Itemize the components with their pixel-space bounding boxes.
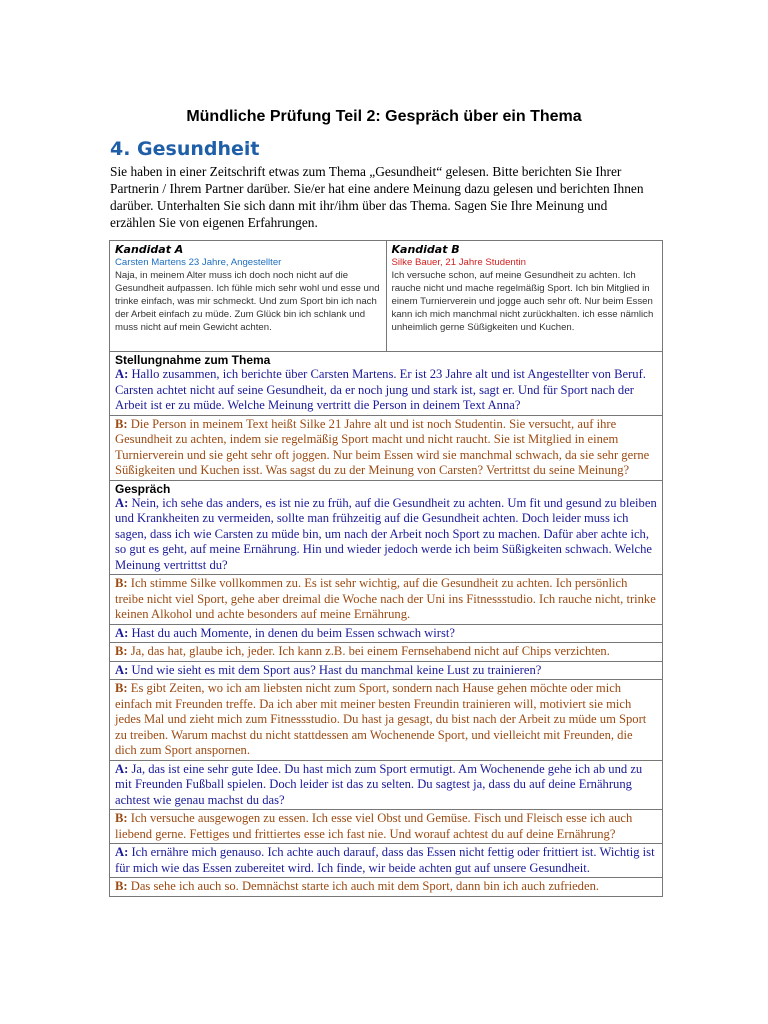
statement-row-b [110, 415, 663, 480]
dialogue-turn [110, 415, 663, 480]
turn-text: Ich stimme Silke vollkommen zu. Es ist sehr wichtig, auf die Gesundheit zu achten. Ich persönlich treibe nicht viel Sport, gehe aber dreimal die Woche nach der Uni ins Fitnessstudio. Ich rauche nicht, trinke keinen Alkohol und achte besonders auf meine Ernährung. [115, 576, 656, 621]
speaker-label: A: [115, 625, 129, 640]
speaker-label: A: [115, 845, 129, 859]
dialogue-turn [110, 661, 663, 680]
speaker-label: A: [115, 662, 129, 677]
dialogue-turn [110, 844, 663, 878]
section-heading-statement: Stellungnahme zum Thema [115, 353, 271, 367]
conversation-row [110, 878, 663, 897]
turn-text: Und wie sieht es mit dem Sport aus? Hast du manchmal keine Lust zu trainieren? [131, 662, 542, 677]
speaker-label: B: [115, 576, 128, 590]
turn-text: Ich versuche ausgewogen zu essen. Ich esse viel Obst und Gemüse. Fisch und Fleisch esse ich auch liebend gerne. Fettiges und frittiertes esse ich fast nie. Und worauf achtest du auf deine Ernährung? [115, 811, 633, 841]
turn-text: Hallo zusammen, ich berichte über Carsten Martens. Er ist 23 Jahre alt und ist Angestellter von Beruf. Carsten achtet nicht auf seine Gesundheit, da er noch jung und stark ist, sagt er. Und für Sport nach der Arbeit ist er zu müde. Welche Meinung vertritt die Person in deinem Text Anna? [115, 367, 646, 412]
turn-text: Hast du auch Momente, in denen du beim Essen schwach wirst? [131, 625, 455, 640]
turn-text: Es gibt Zeiten, wo ich am liebsten nicht zum Sport, sondern nach Hause gehen möchte oder mich einfach mit Freunden treffe. Da ich aber mit meiner besten Freundin trainieren will, motiviert sie mich jedes Mal und zieht mich zum Fitnessstudio. Du hast ja gesagt, du bist nach der Arbeit zu müde um Sport zu treiben. Warum machst du nicht stattdessen am Wochenende Sport, und vielleicht mit Freunden, die dich zum Sport anspornen. [115, 681, 647, 757]
speaker-label: B: [115, 811, 128, 825]
speaker-label: B: [115, 416, 128, 431]
turn-text: Die Person in meinem Text heißt Silke 21 Jahre alt und ist noch Studentin. Sie versucht, auf ihre Gesundheit zu achten, indem sie regelmäßig Sport macht und nicht raucht. Sie ist Mitglied in einem Turnierverein und sie geht sehr oft joggen. Nur beim Essen wird sie manchmal schwach, da sie sehr gerne Süßigkeiten und Kuchen isst. Was sagst du zu der Meinung von Carsten? Vertrittst du seine Meinung? [115, 416, 650, 477]
turn-text: Das sehe ich auch so. Demnächst starte ich auch mit dem Sport, dann bin ich auch zufrieden. [130, 879, 600, 893]
dialogue-turn [110, 810, 663, 844]
candidate-b-text: Ich versuche schon, auf meine Gesundheit zu achten. Ich rauche nicht und mache regelmäßig Sport. Ich bin Mitglied in einem Turnierverein und jogge auch sehr oft. Nur beim Essen kann ich mich manchmal nicht zurückhalten. ich esse nämlich unheimlich gerne Süßigkeiten und Kuchen. [391, 270, 654, 333]
dialogue-turn [110, 480, 663, 575]
candidate-profiles-row [110, 241, 663, 352]
statement-row-a [110, 352, 663, 416]
turn-text: Ja, das ist eine sehr gute Idee. Du hast mich zum Sport ermutigt. Am Wochenende gehe ich ab und zu mit Freunden Fußball spielen. Doch leider ist das zu selten. Du sagtest ja, dass du auf deine Ernährung achtest wie genau machst du das? [115, 761, 643, 807]
section-heading-conversation: Gespräch [115, 481, 171, 496]
conversation-row [110, 680, 663, 761]
speaker-label: A: [115, 495, 129, 510]
turn-text: Ich ernähre mich genauso. Ich achte auch darauf, dass das Essen nicht fettig oder frittiert ist. Wichtig ist für mich wie das Essen zubereitet wird. Ich finde, wir beide achten gut auf unsere Gesundheit. [115, 845, 655, 875]
dialogue-turn [110, 878, 663, 897]
candidate-b-header: Kandidat B [391, 243, 460, 256]
dialogue-turn [110, 352, 663, 416]
conversation-row-first [110, 480, 663, 575]
speaker-label: A: [115, 761, 129, 776]
conversation-row [110, 760, 663, 810]
speaker-label: A: [115, 367, 129, 381]
candidate-a-text: Naja, in meinem Alter muss ich doch noch nicht auf die Gesundheit aufpassen. Ich fühle mich sehr wohl und esse und trinke einfach, was mir schmeckt. Und zum Sport bin ich nach der Arbeit einfach zu müde. Zum Glück bin ich schlank und muss nicht auf mein Gewicht achten. [115, 270, 380, 333]
candidate-b-name: Silke Bauer, 21 Jahre Studentin [391, 257, 526, 268]
dialogue-turn [110, 680, 663, 761]
speaker-label: B: [115, 879, 128, 893]
topic-heading: 4. Gesundheit [110, 138, 260, 160]
candidate-a-name: Carsten Martens 23 Jahre, Angestellter [115, 257, 282, 268]
turn-text: Nein, ich sehe das anders, es ist nie zu früh, auf die Gesundheit zu achten. Um fit und gesund zu bleiben und Krankheiten zu vermeiden, sollte man frühzeitig auf die Gesundheit achten. Doch leider muss ich sagen, dass ich wie Carsten zu müde bin, um nach der Arbeit noch Sport zu machen. Dafür aber achte ich, so gut es geht, auf meine Ernährung. Hin und wieder jedoch werde ich beim Süßigkeiten schwach. Welche Meinung vertrittst du? [115, 495, 657, 572]
candidate-a-header: Kandidat A [115, 243, 184, 256]
speaker-label: B: [115, 681, 128, 695]
dialogue-turn [110, 643, 663, 662]
dialogue-turn [110, 760, 663, 810]
speaker-label: B: [115, 644, 128, 658]
conversation-row [110, 575, 663, 625]
candidate-b-cell [386, 241, 663, 352]
candidate-a-cell [110, 241, 387, 352]
exam-table [109, 240, 663, 897]
dialogue-turn [110, 575, 663, 625]
task-instructions: Sie haben in einer Zeitschrift etwas zum Thema „Gesundheit“ gelesen. Bitte berichten Sie Ihrer Partnerin / Ihrem Partner darüber. Sie/er hat eine andere Meinung dazu gelesen und berichten Ihnen darüber. Unterhalten Sie sich dann mit ihr/ihm über das Thema. Sagen Sie Ihre Meinung und erzählen Sie von eigenen Erfahrungen. [110, 164, 644, 230]
conversation-row [110, 810, 663, 844]
conversation-row [110, 624, 663, 643]
turn-text: Ja, das hat, glaube ich, jeder. Ich kann z.B. bei einem Fernsehabend nicht auf Chips verzichten. [130, 644, 610, 658]
conversation-row [110, 661, 663, 680]
conversation-row [110, 844, 663, 878]
conversation-row [110, 643, 663, 662]
dialogue-turn [110, 624, 663, 643]
page-title: Mündliche Prüfung Teil 2: Gespräch über ein Thema [186, 108, 582, 125]
